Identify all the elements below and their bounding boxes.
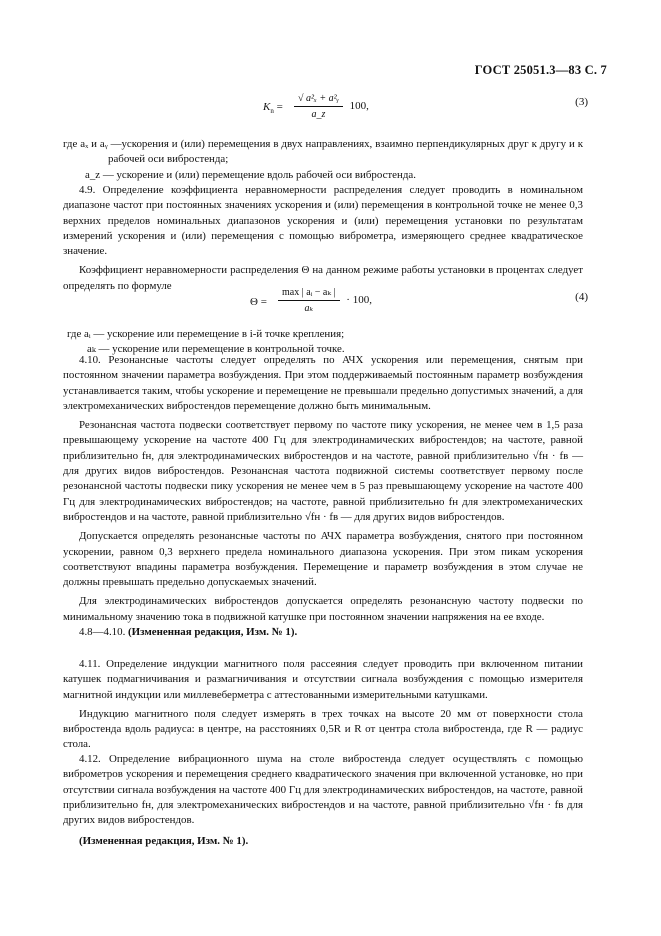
- formula-3-lhs-sub: n: [270, 107, 274, 116]
- para-4-9: 4.9. Определение коэффициента неравномерности распределения следует проводить в номинальном диапазоне частот при постоянных значениях ускорения и (или) перемещения в контрольной точке не менее 0,3 верхних пределов номинальных диапазонов ускорения и (или) перемещения установки по результатам измерений ускорения и (или) перемещения с помощью виброметра, измеряющего среднее квадратическое значение.: [63, 184, 583, 258]
- def-4-line-1: где aᵢ — ускорение или перемещение в i-й точке крепления;: [67, 328, 345, 340]
- para-4-10-d: Для электродинамических вибростендов допускается определять резонансную частоту подвески по минимальному значению тока в подвижной катушке при постоянном значении напряжения на ее входе.: [63, 595, 583, 623]
- section-4-12: [63, 752, 583, 850]
- def-4-line-2: aₖ — ускорение или перемещение в контрольной точке.: [87, 343, 345, 356]
- formula-4-numerator: max | aᵢ − aₖ |: [278, 287, 340, 301]
- para-4-11: 4.11. Определение индукции магнитного поля рассеяния следует проводить при включенном питании катушек подмагничивания и размагничивания и отсутствии сигнала возбуждения с помощью измерителя магнитной индукции или миллевеберметра с аттестованными измерительными катушками.: [63, 658, 583, 701]
- def-3-line-1: где aₓ и aᵧ —ускорения и (или) перемещения в двух направлениях, взаимно перпендикулярных друг к другу и к рабочей оси вибростенда;: [63, 138, 583, 166]
- def-3-line-2: a_z — ускорение и (или) перемещение вдоль рабочей оси вибростенда.: [85, 168, 416, 181]
- para-4-9-b: Коэффициент неравномерности распределения Θ на данном режиме работы установки в процентах следует определять по формуле: [63, 264, 583, 292]
- document-page: ГОСТ 25051.3—83 С. 7 $K_n$ = $\frac{\text{√ a²ₓ + a²ᵧ}}{a\_z}$ 100, (3) где aₓ и aᵧ —ускорения и (или) перемещения в двух направлениях, взаимно перпендикулярных друг к другу и к рабочей оси вибростенда; a_z — ускорение и (или) перемещение вдоль рабочей оси вибростенда. 4.9. Определение коэффициента неравномерности распределения следует проводить в номинальном диапазоне частот при постоянных значениях ускорения и (или) перемещения в контрольной точке не менее 0,3 верхних пределов номинальных диапазонов ускорения и (или) перемещения установки по результатам измерений ускорения и (или) перемещения с помощью виброметра, измеряющего среднее квадратическое значение. Коэффициент неравномерности распределения Θ на данном режиме работы установки в процентах следует определять по формуле Θ = $\frac{\text{max | aᵢ − aₖ |}}{\text{aₖ}}$ · 100, (4) где aᵢ — ускорение или перемещение в i-й точке крепления; aₖ — ускорение или перемещение в контрольной точке. 4.10. Резонансные частоты следует определять по АЧХ ускорения или перемещения, снятым при постоянном значении параметра возбуждения. При этом поддерживаемый постоянным параметр возбуждения устанавливается таким, чтобы ускорение и перемещение не превышали предельно допустимых значений, а для электромеханических вибростендов перемещение должно быть минимальным. Резонансная частота подвески соответствует первому по частоте пику ускорения, не менее чем в 1,5 раза превышающему ускорение на частоте 400 Гц для электродинамических вибростендов; на частоте, равной приблизительно fн, для электродинамических вибростендов и на частоте, равной приблизительно √fн · fв — для других видов вибростендов. Резонансная частота подвижной системы соответствует первому после резонансной частоты подвески пику ускорения не менее чем в 5 раз превышающему ускорение на частоте 400 Гц для электродинамических вибростендов; на частоте, равной приблизительно fн для электромеханических вибростендов и на частоте, равной приблизительно √fн · fв — для других видов вибростендов. Допускается определять резонансные частоты по АЧХ параметра возбуждения, снятого при постоянном ускорении, равном 0,3 верхнего предела номинального диапазона ускорения. При этом пикам ускорения соответствуют впадины параметра возбуждения. Перемещение и параметр возбуждения в этом случае не должны превышать предельно допускаемых значений. Для электродинамических вибростендов допускается определять резонансную частоту подвески по минимальному значению тока в подвижной катушке при постоянном значении напряжения на ее входе. 4.8—4.10. (Измененная редакция, Изм. № 1). 4.11. Определение индукции магнитного поля рассеяния следует проводить при включенном питании катушек подмагничивания и размагничивания и отсутствии сигнала возбуждения с помощью измерителя магнитной индукции или миллевеберметра с аттестованными измерительными катушками. Индукцию магнитного поля следует измерять в трех точках на высоте 20 мм от поверхности стола вибростенда вдоль радиуса: в центре, на расстояниях 0,5R и R от центра стола вибростенда, где R — радиус стола. 4.12. Определение вибрационного шума на столе вибростенда следует осуществлять с помощью виброметров ускорения и перемещения среднего квадратического значения при включенной установке, но при отсутствии сигнала возбуждения на частоте 400 Гц для электродинамических вибростендов, на частоте, равной приблизительно fн, для электромеханических вибростендов и на частоте, равной приблизительно √fн · fв для других видов вибростендов. (Измененная редакция, Изм. № 1).: [0, 0, 661, 936]
- formula-3-fraction: [294, 93, 343, 120]
- para-4-10-b: Резонансная частота подвески соответствует первому по частоте пику ускорения, не менее чем в 1,5 раза превышающему ускорение на частоте 400 Гц для электродинамических вибростендов; на частоте, равной приблизительно fн, для электродинамических вибростендов и на частоте, равной приблизительно √fн · fв — для других видов вибростендов. Резонансная частота подвижной системы соответствует первому после резонансной частоты подвески пику ускорения не менее чем в 5 раз превышающему ускорение на частоте 400 Гц для электродинамических вибростендов; на частоте, равной приблизительно fн для электромеханических вибростендов и на частоте, равной приблизительно √fн · fв — для других видов вибростендов.: [63, 419, 583, 523]
- formula-4-fraction: [278, 287, 340, 314]
- formula-3-definitions: [63, 137, 583, 183]
- section-4-11: [63, 657, 583, 753]
- formula-4-denominator: aₖ: [304, 303, 314, 314]
- para-4-11-b: Индукцию магнитного поля следует измерять в трех точках на высоте 20 мм от поверхности стола вибростенда вдоль радиуса: в центре, на расстояниях 0,5R и R от центра стола вибростенда, где R — радиус стола.: [63, 707, 583, 751]
- formula-3-lhs: K: [263, 101, 271, 113]
- formula-3-number: (3): [575, 96, 588, 108]
- edit-note-2: (Измененная редакция, Изм. № 1).: [79, 835, 249, 848]
- edit-note-1-prefix: 4.8—4.10.: [79, 626, 126, 639]
- formula-4-lhs: Θ =: [250, 296, 267, 308]
- formula-3-numerator: √ a²ₓ + a²ᵧ: [294, 93, 343, 107]
- para-4-10-c: Допускается определять резонансные частоты по АЧХ параметра возбуждения, снятого при постоянном ускорении, равном 0,3 верхнего предела номинального диапазона ускорения. При этом пикам ускорения соответствуют впадины параметра возбуждения. Перемещение и параметр возбуждения в этом случае не должны превышать предельно допускаемых значений.: [63, 530, 583, 589]
- para-4-10: 4.10. Резонансные частоты следует определять по АЧХ ускорения или перемещения, снятым при постоянном значении параметра возбуждения. При этом поддерживаемый постоянным параметр возбуждения устанавливается таким, чтобы ускорение и перемещение не превышали предельно допустимых значений, а для электромеханических вибростендов перемещение должно быть минимальным.: [63, 354, 583, 412]
- edit-note-1: [63, 625, 583, 640]
- page-header: ГОСТ 25051.3—83 С. 7: [474, 63, 607, 77]
- formula-4-number: (4): [575, 291, 588, 303]
- formula-4-multiplier: · 100,: [346, 294, 372, 307]
- formula-3-multiplier: 100,: [349, 100, 369, 113]
- section-4-9: [63, 183, 583, 294]
- formula-3-denominator: a_z: [311, 109, 326, 120]
- para-4-12: 4.12. Определение вибрационного шума на столе вибростенда следует осуществлять с помощью виброметров ускорения и перемещения среднего квадратического значения при включенной установке, но при отсутствии сигнала возбуждения на частоте 400 Гц для электродинамических вибростендов, на частоте, равной приблизительно fн, для электромеханических вибростендов и на частоте, равной приблизительно √fн · fв для других видов вибростендов.: [63, 753, 583, 827]
- edit-note-1-text: (Измененная редакция, Изм. № 1).: [128, 626, 298, 639]
- section-4-10: [63, 353, 583, 640]
